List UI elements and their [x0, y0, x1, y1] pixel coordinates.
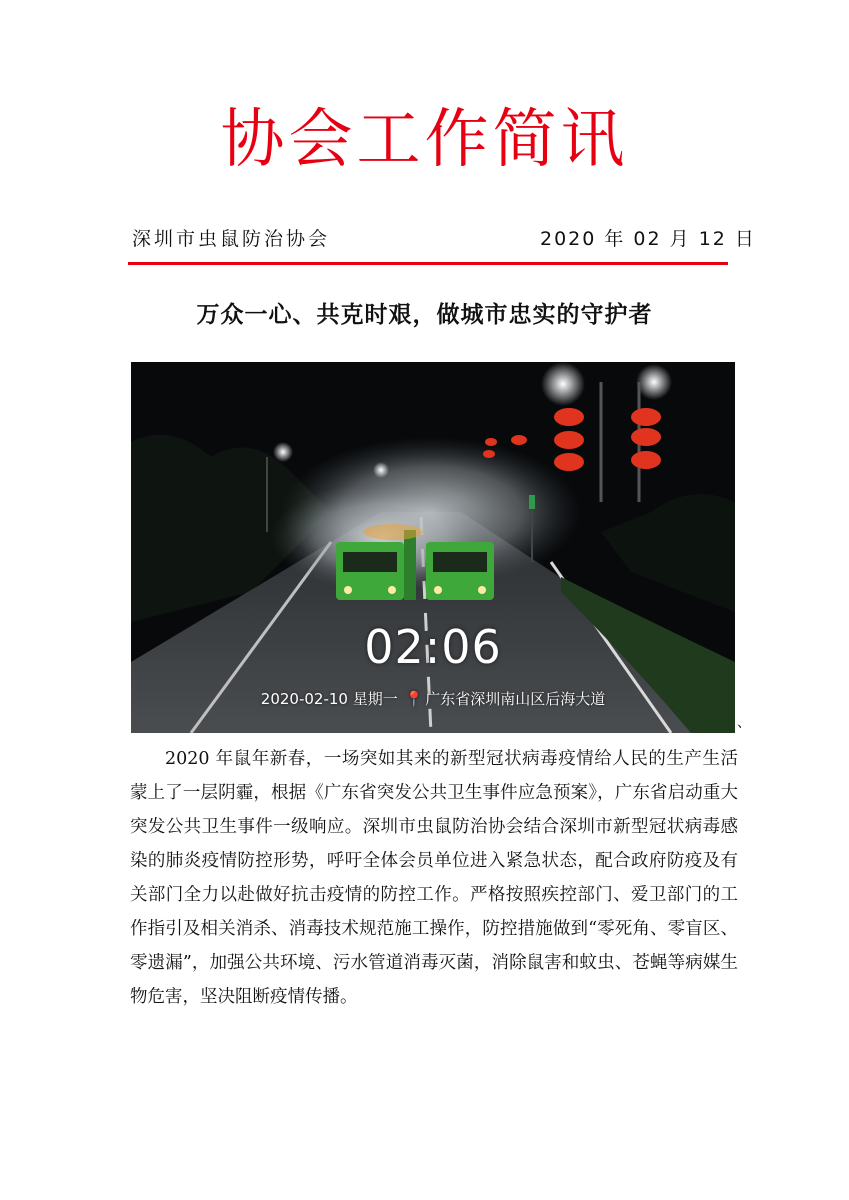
photo-date: 2020-02-10 星期一	[260, 690, 398, 708]
article-body: 2020 年鼠年新春，一场突如其来的新型冠状病毒疫情给人民的生产生活蒙上了一层阴霾，根据《广东省突发公共卫生事件应急预案》，广东省启动重大突发公共卫生事件一级响应。深圳市虫鼠防治协会结合深圳市新型冠状病毒感染的肺炎疫情防控形势，呼吁全体会员单位进入紧急状态，配合政府防疫及有关部门全力以赴做好抗击疫情的防控工作。严格按照疾控部门、爱卫部门的工作指引及相关消杀、消毒技术规范施工操作，防控措施做到“零死角、零盲区、零遗漏”，加强公共环境、污水管道消毒灭菌，消除鼠害和蚊虫、苍蝇等病媒生物危害，坚决阻断疫情传播。	[130, 749, 738, 1007]
organization-name: 深圳市虫鼠防治协会	[132, 228, 331, 250]
red-divider	[128, 262, 728, 265]
photo-caption	[131, 688, 735, 709]
photo-timestamp: 02:06	[364, 620, 502, 674]
location-pin-icon: 📍	[404, 690, 424, 708]
night-street-disinfection-scene	[131, 362, 735, 733]
photo-location: 广东省深圳南山区后海大道	[425, 690, 606, 708]
truck-right	[426, 542, 494, 600]
stray-mark: 、	[737, 715, 751, 731]
issue-date: 2020 年 02 月 12 日	[540, 228, 756, 250]
masthead-title: 协会工作简讯	[220, 103, 629, 177]
news-photo	[131, 362, 735, 733]
article-headline: 万众一心、共克时艰，做城市忠实的守护者	[196, 301, 653, 328]
